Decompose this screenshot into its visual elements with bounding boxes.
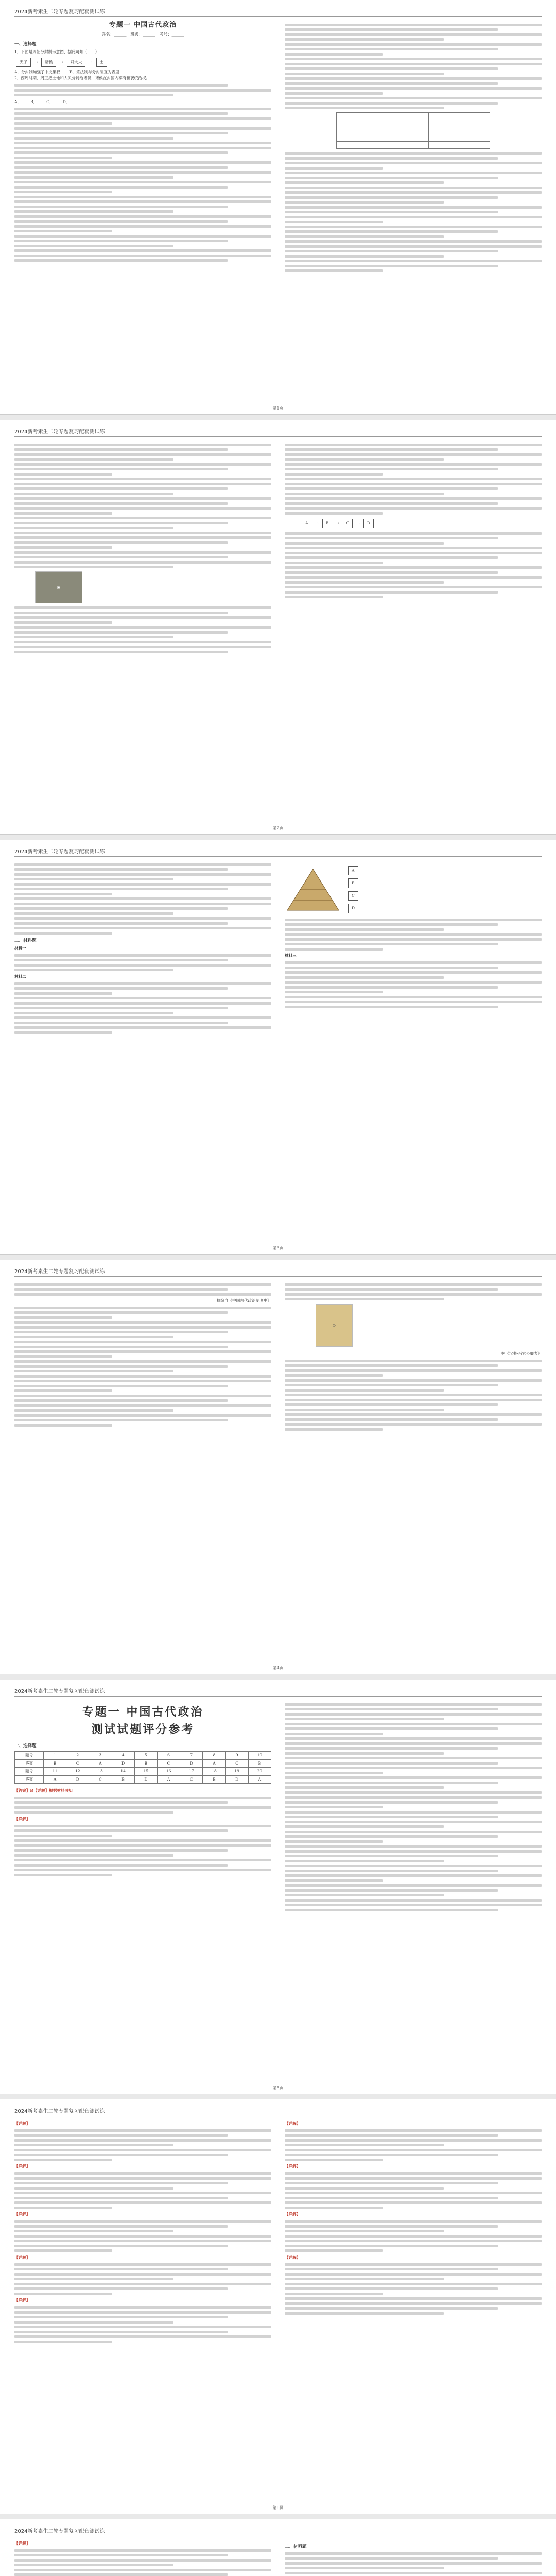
cell: A	[248, 1775, 271, 1783]
flow-node: A	[348, 866, 358, 875]
question-1: 1．下图是周朝分封制示意图，据此可知（ ）	[14, 49, 99, 55]
page-5	[0, 1680, 556, 2094]
cell: 2	[66, 1752, 89, 1759]
cell: 8	[203, 1752, 225, 1759]
cell: A	[43, 1775, 66, 1783]
right-column	[285, 2121, 542, 2345]
page-header: 2024新考素生二轮专题复习配套测试练	[14, 2107, 542, 2116]
diagram-node: 诸侯	[41, 58, 56, 67]
cell: 6	[157, 1752, 180, 1759]
diagram-node: 天子	[16, 58, 31, 67]
left-column	[14, 1281, 271, 1433]
diagram-node: 卿大夫	[67, 58, 86, 67]
cell: 9	[225, 1752, 248, 1759]
flow-node: C	[343, 519, 353, 528]
cell: 4	[112, 1752, 134, 1759]
flow-node: B	[322, 519, 333, 528]
right-column	[285, 1281, 542, 1433]
cell: 10	[248, 1752, 271, 1759]
answer-explanation: 【详解】	[285, 2164, 301, 2169]
answer-explanation: 【详解】	[14, 1816, 30, 1821]
cell: C	[157, 1759, 180, 1767]
cell: 12	[66, 1768, 89, 1775]
answer-title-line: 测试试题评分参考	[91, 1723, 195, 1736]
option: C．	[46, 99, 54, 104]
pyramid-icon	[285, 867, 341, 913]
question-2: 2．西周时期，周王把土地和人民分封给诸侯，诸侯在封国内享有世袭统治权。	[14, 76, 150, 81]
right-column	[285, 1701, 542, 1913]
page-1	[0, 0, 556, 415]
diagram-zhou-fengjian: 天子 → 诸侯 → 卿大夫 → 士	[14, 58, 271, 67]
portrait-image: ☺	[316, 1304, 353, 1347]
answer-explanation: 【答案】B【详解】根据材料可知	[14, 1788, 73, 1793]
cell: D	[66, 1775, 89, 1783]
answer-explanation: 【详解】	[14, 2164, 30, 2169]
cell: 1	[43, 1752, 66, 1759]
option: D．	[62, 99, 70, 104]
page-header: 2024新考素生二轮专题复习配套测试练	[14, 1687, 542, 1697]
flow-node: C	[348, 891, 358, 901]
flow-node: A	[302, 519, 311, 528]
flow-node: D	[348, 904, 358, 913]
cell: B	[203, 1775, 225, 1783]
left-column	[14, 21, 271, 275]
left-column	[14, 2540, 271, 2576]
page-number: 第6页	[272, 2505, 284, 2510]
left-column	[14, 2121, 271, 2345]
cell: D	[180, 1759, 203, 1767]
answer-explanation: 【详解】	[14, 2121, 30, 2126]
left-column	[14, 441, 271, 655]
cell: C	[89, 1775, 112, 1783]
diagram-node: 士	[96, 58, 108, 67]
page-header: 2024新考素生二轮专题复习配套测试练	[14, 1267, 542, 1277]
material-label: 材料二	[14, 974, 26, 979]
cell: 17	[180, 1768, 203, 1775]
right-column	[285, 441, 542, 655]
page-number: 第5页	[272, 2086, 284, 2090]
answer-explanation: 【详解】	[285, 2121, 301, 2126]
right-column	[285, 2540, 542, 2576]
cell: B	[112, 1775, 134, 1783]
section-heading: 二、材料题	[14, 938, 37, 943]
cell: 答案	[15, 1759, 44, 1767]
cell: 答案	[15, 1775, 44, 1783]
option: B．宗法制与分封制互为表里	[70, 70, 119, 75]
answer-explanation: 【详解】	[14, 2212, 30, 2217]
hierarchy-figure	[285, 866, 542, 913]
page-header: 2024新考素生二轮专题复习配套测试练	[14, 847, 542, 857]
section-heading: 一、选择题	[14, 1743, 37, 1749]
cell: D	[112, 1759, 134, 1767]
source-citation: ——据《汉书·百官公卿表》	[493, 1351, 542, 1356]
right-column	[285, 21, 542, 275]
cell: 5	[134, 1752, 157, 1759]
left-column	[14, 861, 271, 1036]
answer-explanation: 【详解】	[285, 2212, 301, 2217]
cell: C	[66, 1759, 89, 1767]
answer-title	[14, 1704, 271, 1739]
cell: 15	[134, 1768, 157, 1775]
left-column	[14, 1701, 271, 1913]
cell: D	[134, 1775, 157, 1783]
cell: B	[248, 1759, 271, 1767]
flow-diagram: A → B → C → D	[300, 519, 542, 528]
cell: B	[43, 1759, 66, 1767]
page-header: 2024新考素生二轮专题复习配套测试练	[14, 427, 542, 437]
page-number: 第2页	[272, 826, 284, 831]
page-6	[0, 2099, 556, 2514]
page-header: 2024新考素生二轮专题复习配套测试练	[14, 2527, 542, 2536]
answer-explanation: 【详解】	[14, 2255, 30, 2260]
cell: 题号	[15, 1752, 44, 1759]
option: A．分封制加强了中央集权	[14, 70, 61, 75]
cell: 7	[180, 1752, 203, 1759]
cell: 20	[248, 1768, 271, 1775]
flow-node: B	[348, 878, 358, 888]
cell: A	[203, 1759, 225, 1767]
cell: A	[157, 1775, 180, 1783]
data-table	[336, 112, 490, 149]
page-number: 第4页	[272, 1666, 284, 1670]
page-number: 第3页	[272, 1246, 284, 1250]
page-header: 2024新考素生二轮专题复习配套测试练	[14, 7, 542, 17]
section-heading: 一、选择题	[14, 41, 37, 47]
source-citation: ——摘编自《中国古代政治制度史》	[208, 1298, 271, 1303]
page-7	[0, 2519, 556, 2576]
cell: 11	[43, 1768, 66, 1775]
cell: 题号	[15, 1768, 44, 1775]
quiz-meta: 姓名：______ 班级：______ 考号：______	[101, 32, 184, 37]
cell: 14	[112, 1768, 134, 1775]
material-label: 材料一	[14, 945, 26, 951]
cell: C	[225, 1759, 248, 1767]
cell: 18	[203, 1768, 225, 1775]
option: A．	[14, 99, 22, 104]
cell: 3	[89, 1752, 112, 1759]
answer-explanation: 【详解】	[14, 2298, 30, 2303]
option: B．	[30, 99, 38, 104]
right-column	[285, 861, 542, 1036]
cell: 19	[225, 1768, 248, 1775]
cell: 13	[89, 1768, 112, 1775]
page-2	[0, 420, 556, 835]
cell: B	[134, 1759, 157, 1767]
cell: D	[225, 1775, 248, 1783]
quiz-title: 专题一 中国古代政治	[109, 21, 177, 29]
cell: A	[89, 1759, 112, 1767]
answer-table	[14, 1751, 271, 1784]
page-4	[0, 1260, 556, 1674]
flow-node: D	[363, 519, 374, 528]
material-label: 材料三	[285, 953, 297, 958]
answer-explanation: 【详解】	[14, 2541, 30, 2546]
cell: 16	[157, 1768, 180, 1775]
answer-title-line: 专题一 中国古代政治	[82, 1706, 204, 1719]
cell: C	[180, 1775, 203, 1783]
page-3	[0, 840, 556, 1255]
page-number: 第1页	[272, 406, 284, 411]
section-heading: 二、材料题	[285, 2544, 307, 2549]
bronze-vessel-image: ▣	[35, 571, 82, 603]
answer-explanation: 【详解】	[285, 2255, 301, 2260]
